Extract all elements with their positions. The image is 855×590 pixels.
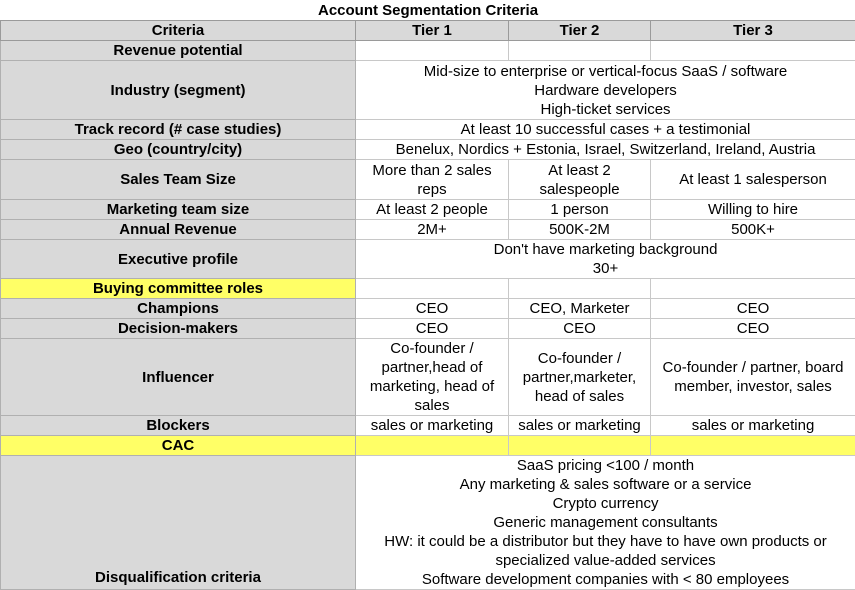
table-row <box>1 339 855 416</box>
header-row <box>1 21 855 41</box>
blockers-tier-2: sales or marketing <box>509 416 651 436</box>
revenue-potential-tier-1 <box>356 41 509 61</box>
executive-profile-line: 30+ <box>592 260 619 277</box>
annual-revenue-tier-2: 500K-2M <box>509 220 651 240</box>
executive-profile-label: Executive profile <box>1 240 356 279</box>
disqualification-line: Crypto currency <box>552 495 659 512</box>
disqualification-line: SaaS pricing <100 / month <box>516 457 695 474</box>
disqualification-line: Generic management consultants <box>493 514 718 531</box>
annual-revenue-label: Annual Revenue <box>1 220 356 240</box>
table-row <box>1 319 855 339</box>
table-title: Account Segmentation Criteria <box>318 1 539 19</box>
disqualification-label: Disqualification criteria <box>1 456 356 590</box>
table-row <box>1 160 855 200</box>
buying-committee-tier-3 <box>651 279 855 299</box>
champions-tier-3: CEO <box>651 299 855 319</box>
marketing-team-tier-2: 1 person <box>509 200 651 220</box>
table-row <box>1 140 855 160</box>
table-row <box>1 299 855 319</box>
champions-tier-2: CEO, Marketer <box>509 299 651 319</box>
table-row <box>1 120 855 140</box>
champions-label: Champions <box>1 299 356 319</box>
blockers-tier-1: sales or marketing <box>356 416 509 436</box>
industry-label: Industry (segment) <box>1 61 356 120</box>
track-record-value: At least 10 successful cases + a testimonial <box>356 120 855 140</box>
cac-tier-2 <box>509 436 651 456</box>
revenue-potential-label: Revenue potential <box>1 41 356 61</box>
champions-tier-1: CEO <box>356 299 509 319</box>
influencer-tier-3: Co-founder / partner, board member, investor, sales <box>651 339 855 416</box>
header-tier-3: Tier 3 <box>651 21 855 41</box>
buying-committee-tier-1 <box>356 279 509 299</box>
revenue-potential-tier-2 <box>509 41 651 61</box>
disqualification-line: Any marketing & sales software or a service <box>459 476 752 493</box>
executive-profile-value <box>356 240 855 279</box>
table-row <box>1 416 855 436</box>
annual-revenue-tier-3: 500K+ <box>651 220 855 240</box>
industry-line: High-ticket services <box>540 100 671 118</box>
decision-makers-label: Decision-makers <box>1 319 356 339</box>
revenue-potential-tier-3 <box>651 41 855 61</box>
influencer-tier-1: Co-founder / partner,head of marketing, head of sales <box>356 339 509 416</box>
blockers-tier-3: sales or marketing <box>651 416 855 436</box>
table-row <box>1 61 855 120</box>
industry-line: Mid-size to enterprise or vertical-focus SaaS / software <box>423 62 788 80</box>
sales-team-tier-3: At least 1 salesperson <box>651 160 855 200</box>
executive-profile-line: Don't have marketing background <box>493 241 718 258</box>
geo-value: Benelux, Nordics + Estonia, Israel, Switzerland, Ireland, Austria <box>356 140 855 160</box>
header-criteria: Criteria <box>1 21 356 41</box>
table-row <box>1 240 855 279</box>
cac-tier-3 <box>651 436 855 456</box>
influencer-tier-2: Co-founder / partner,marketer, head of sales <box>509 339 651 416</box>
decision-makers-tier-3: CEO <box>651 319 855 339</box>
annual-revenue-tier-1: 2M+ <box>356 220 509 240</box>
marketing-team-tier-3: Willing to hire <box>651 200 855 220</box>
decision-makers-tier-2: CEO <box>509 319 651 339</box>
table-row <box>1 41 855 61</box>
sales-team-label: Sales Team Size <box>1 160 356 200</box>
sales-team-tier-2: At least 2 salespeople <box>509 160 651 200</box>
cac-label: CAC <box>1 436 356 456</box>
marketing-team-label: Marketing team size <box>1 200 356 220</box>
disqualification-line: Software development companies with < 80 employees <box>421 571 790 588</box>
disqualification-value <box>356 456 855 590</box>
decision-makers-tier-1: CEO <box>356 319 509 339</box>
header-tier-2: Tier 2 <box>509 21 651 41</box>
table-row <box>1 279 855 299</box>
influencer-label: Influencer <box>1 339 356 416</box>
disqualification-line: HW: it could be a distributor but they have to have own products or specialized value-added services <box>384 533 827 569</box>
header-tier-1: Tier 1 <box>356 21 509 41</box>
buying-committee-label: Buying committee roles <box>1 279 356 299</box>
marketing-team-tier-1: At least 2 people <box>356 200 509 220</box>
title-row <box>1 0 855 21</box>
table-row <box>1 436 855 456</box>
industry-value <box>356 61 855 120</box>
industry-line: Hardware developers <box>534 81 677 99</box>
cac-tier-1 <box>356 436 509 456</box>
blockers-label: Blockers <box>1 416 356 436</box>
track-record-label: Track record (# case studies) <box>1 120 356 140</box>
table-row <box>1 220 855 240</box>
geo-label: Geo (country/city) <box>1 140 356 160</box>
table-row <box>1 200 855 220</box>
buying-committee-tier-2 <box>509 279 651 299</box>
sales-team-tier-1: More than 2 sales reps <box>356 160 509 200</box>
table-row <box>1 456 855 590</box>
